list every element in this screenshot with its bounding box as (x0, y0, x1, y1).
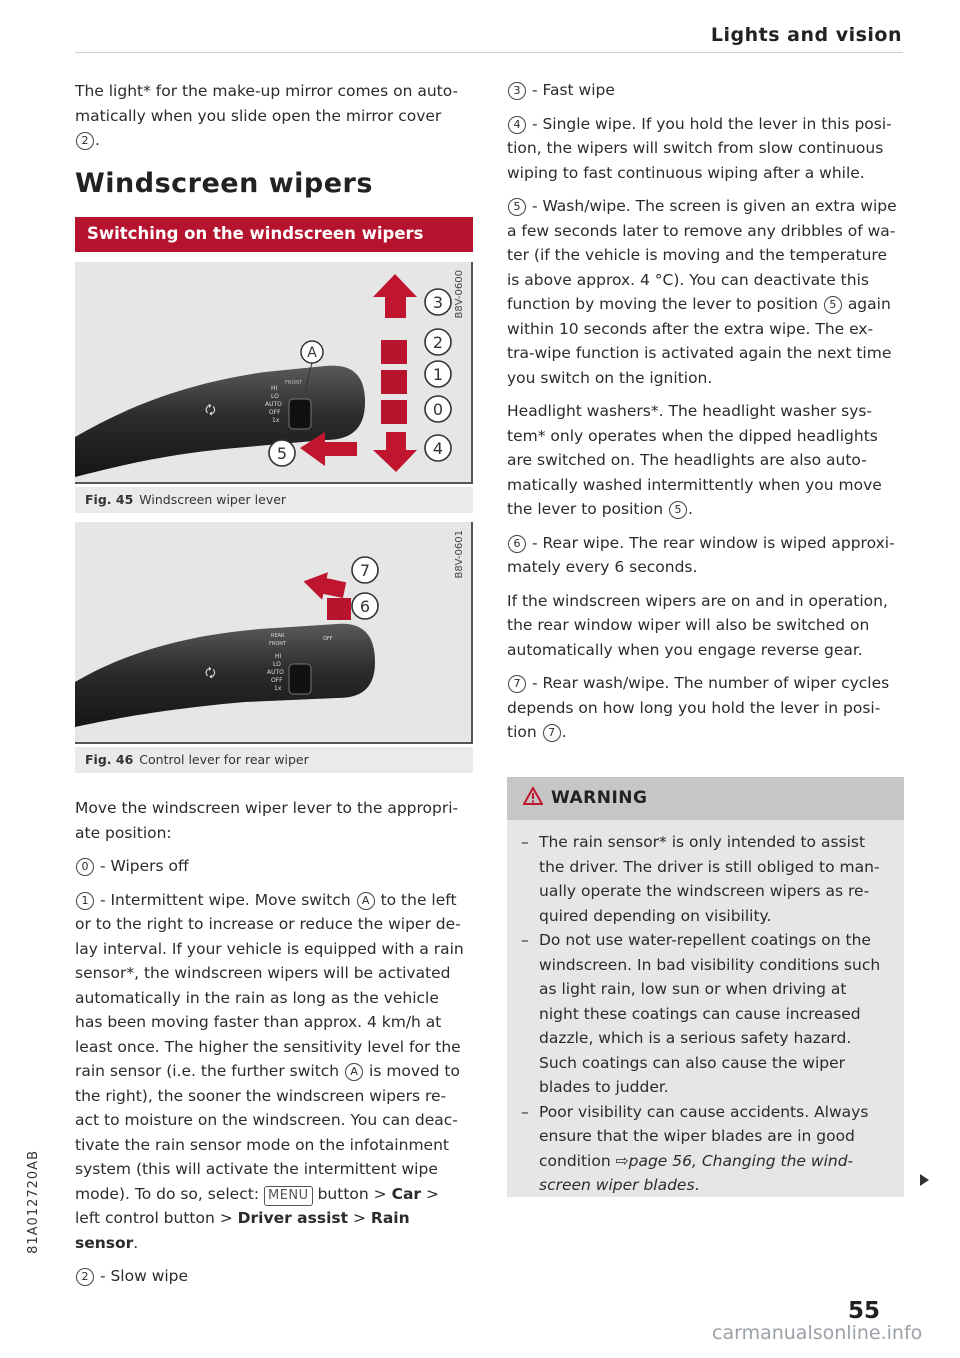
section-title: Lights and vision (710, 24, 902, 46)
item-7: 7 - Rear wash/wipe. The number of wiper cycles (507, 671, 904, 696)
figure-45 (75, 262, 473, 513)
svg-text:OFF: OFF (271, 677, 283, 684)
item-4: 4 - Single wipe. If you hold the lever in this posi- (507, 112, 904, 137)
svg-text:HI: HI (275, 653, 282, 660)
figure-45-image (75, 262, 473, 484)
svg-text:1x: 1x (272, 417, 280, 424)
svg-text:HI: HI (271, 385, 278, 392)
figure-46 (75, 522, 473, 773)
svg-text:OFF: OFF (323, 636, 333, 642)
svg-text:3: 3 (432, 293, 444, 312)
svg-text:6: 6 (359, 597, 371, 616)
svg-text:A: A (307, 345, 317, 361)
svg-text:AUTO: AUTO (265, 401, 282, 408)
item-3: 3 - Fast wipe (507, 78, 904, 103)
svg-text:1: 1 (432, 365, 444, 384)
svg-text:1x: 1x (274, 685, 282, 692)
menu-key: MENU (264, 1186, 313, 1206)
intro-paragraph: The light* for the make-up mirror comes on auto- matically when you slide open the mirror cover 2 . (75, 82, 459, 149)
item-6: 6 - Rear wipe. The rear window is wiped approxi- (507, 531, 904, 556)
warning-item: – Do not use water-repellent coatings on the windscreen. In bad visibility conditions such as light rain, low sun or when driving at night these coatings can cause increased dazzle, which is a serious safety hazard. Such coatings can also cause the wiper blades to judder. (521, 931, 881, 1096)
svg-text:FRONT: FRONT (269, 641, 287, 647)
page-link[interactable]: ⇨page 56, Changing the wind- screen wiper blades (539, 1151, 854, 1194)
header-rule (75, 52, 903, 53)
svg-text:REAR: REAR (271, 633, 285, 639)
figure-45-caption: Fig. 45 Windscreen wiper lever (75, 487, 473, 513)
callout-2: 2 (76, 132, 94, 150)
subheading-switching-on: Switching on the windscreen wipers (75, 217, 473, 252)
document-code: 81A012720AB (26, 1150, 41, 1254)
wiper-lever-illustration (75, 262, 473, 484)
svg-text:🗘: 🗘 (205, 666, 216, 680)
item-1: 1 - Intermittent wipe. Move switch A to the left (75, 888, 475, 913)
svg-text:AUTO: AUTO (267, 669, 284, 676)
item-0: 0 - Wipers off (75, 854, 475, 879)
figure-46-image (75, 522, 473, 744)
svg-text:5: 5 (276, 444, 288, 463)
item-5: 5 - Wash/wipe. The screen is given an extra wipe (507, 194, 904, 219)
warning-item: – Poor visibility can cause accidents. Always ensure that the wiper blades are in good condition ⇨page 56, Changing the wind- screen wiper blades. (521, 1102, 869, 1194)
svg-text:2: 2 (432, 333, 444, 352)
warning-list (507, 820, 904, 1198)
svg-text:OFF: OFF (269, 409, 281, 416)
figure-46-code: B8V-0601 (454, 530, 465, 579)
svg-text:7: 7 (359, 561, 371, 580)
rear-wiper-lever-illustration (75, 522, 473, 744)
warning-triangle-icon (523, 787, 543, 810)
page-number: 55 (848, 1298, 881, 1324)
svg-text:FRONT: FRONT (285, 380, 303, 386)
right-body-text: 3 - Fast wipe 4 - Single wipe. If you hold the lever in this posi- tion, the wipers will switch from slow continuous wiping to fast continuous wiping after a while. 5 - Wash/wipe. The screen is given an extra wipe a few seconds later to remove any dribbles of wa- ter (if the vehicle is moving and the temperature is above approx. 4 °C). You can deactivate this function by moving the lever to position 5 again within 10 seconds after the extra wipe. The ex- tra-wipe function is activated again the next time you switch on the ignition. Headlight washers*. The headlight washer sys- tem* only operates when the dipped headlights are switched on. The headlights are also auto- matically washed intermittently when you move the lever to position 5 . 6 - Rear wipe. The rear window is wiped approxi- mately every 6 seconds. If the windscreen wipers are on and in operation, the rear window wiper will also be switched on automatically when you engage reverse gear. 7 - Rear wash/wipe. The number of wiper cycles depends on how long you hold the lever in posi- tion 7 . (507, 78, 904, 745)
item-2: 2 - Slow wipe (75, 1264, 475, 1289)
warning-item: – The rain sensor* is only intended to assist the driver. The driver is still obliged to man- ually operate the windscreen wipers as re- quired depending on visibility. (521, 833, 880, 925)
svg-text:0: 0 (432, 400, 444, 419)
warning-box (507, 777, 904, 1197)
heading-windscreen-wipers: Windscreen wipers (75, 168, 373, 199)
warning-header: WARNING (507, 777, 904, 820)
svg-text:LO: LO (271, 393, 279, 400)
figure-45-code: B8V-0600 (454, 270, 465, 319)
svg-text:LO: LO (273, 661, 281, 668)
continue-arrow-icon (920, 1174, 929, 1186)
left-body-text: Move the windscreen wiper lever to the appropri- ate position: 0 - Wipers off 1 - Intermittent wipe. Move switch A to the left or to the right to increase or reduce the wiper de- lay interval. If your vehicle is equipped with a rain sensor*, the windscreen wipers will be activated automatically in the rain as long as the vehicle has been moving faster than approx. 4 km/h at least once. The higher the sensitivity level for the rain sensor (i.e. the further switch A is moved to the right), the sooner the windscreen wipers re- act to moisture on the windscreen. You can deac- tivate the rain sensor mode on the infotainment system (this will activate the intermittent wipe mode). To do so, select: MENU button > Car > left control button > Driver assist > Rain sensor. 2 - Slow wipe (75, 796, 475, 1289)
svg-text:🗘: 🗘 (205, 403, 216, 417)
watermark: carmanualsonline.info (712, 1322, 923, 1344)
svg-text:4: 4 (432, 439, 444, 458)
figure-46-caption: Fig. 46 Control lever for rear wiper (75, 747, 473, 773)
